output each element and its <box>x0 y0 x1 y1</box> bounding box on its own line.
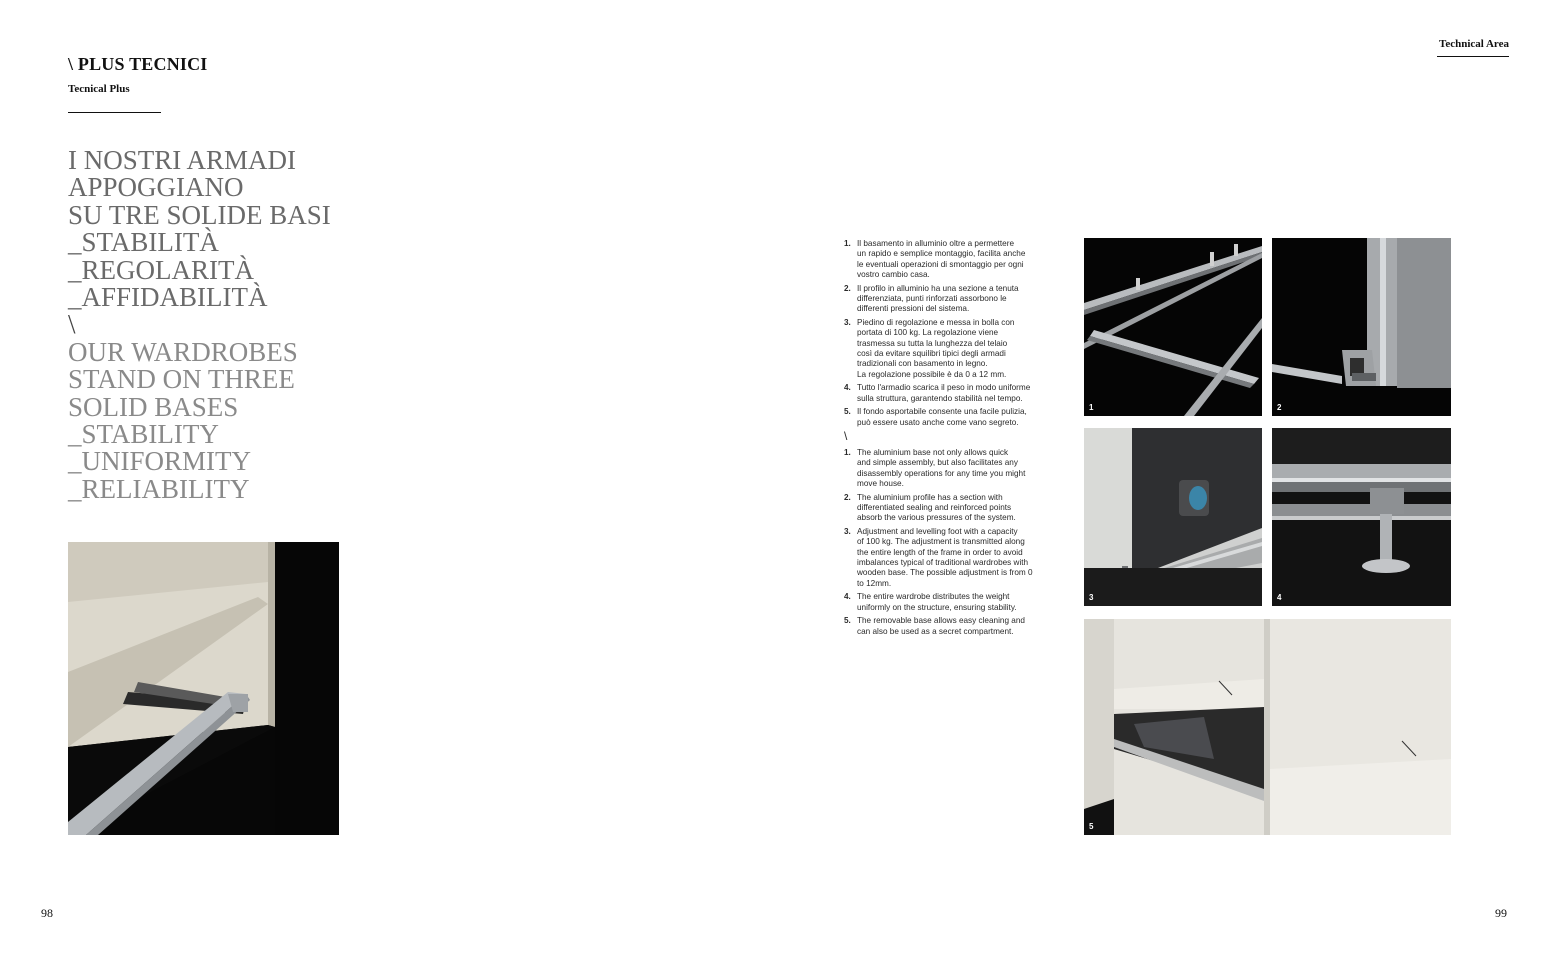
list-item-text: Il profilo in alluminio ha una sezione a tenuta differenziata, punti rinforzati assorbono le differenti pressioni del sistema. <box>857 283 1019 314</box>
list-item-text: Tutto l'armadio scarica il peso in modo uniforme sulla struttura, garantendo stabilità nel tempo. <box>857 383 1031 403</box>
headline-line-it: _STABILITÀ <box>68 227 219 258</box>
section-subtitle: Tecnical Plus <box>68 83 130 95</box>
page-number-right: 99 <box>1495 906 1507 920</box>
list-item-text: Il fondo asportabile consente una facile pulizia, può essere usato anche come vano segreto. <box>857 407 1027 427</box>
main-photo-wardrobe-base <box>68 542 339 835</box>
list-item-text: Adjustment and levelling foot with a capacity of 100 kg. The adjustment is transmitted along the entire length of the frame in order to avoid imbalances typical of traditional wardrobes with wooden base. The possible adjustment is from 0 to 12mm. <box>857 527 1033 588</box>
list-item <box>844 616 1049 637</box>
list-item <box>844 592 1049 613</box>
headline-line-it: I NOSTRI ARMADI <box>68 145 297 175</box>
headline-line-it: SU TRE SOLIDE BASI <box>68 199 331 230</box>
list-item <box>844 493 1049 524</box>
list-item <box>844 239 1049 280</box>
english-points-list <box>844 448 1049 641</box>
photo-aluminium-profile <box>1272 238 1451 416</box>
photo-levelling-foot-phone <box>1084 428 1262 606</box>
headline-separator: \ <box>68 309 76 340</box>
list-item-text: The aluminium base not only allows quick and simple assembly, but also facilitates any disassembly operations for any time you might move house. <box>857 448 1026 488</box>
list-item <box>844 407 1049 428</box>
page-number-left: 98 <box>41 906 53 920</box>
list-item <box>844 527 1049 589</box>
list-item <box>844 318 1049 380</box>
list-item-text: The aluminium profile has a section with differentiated sealing and reinforced points absorb the various pressures of the system. <box>857 492 1016 523</box>
section-title: \ PLUS TECNICI <box>68 54 208 74</box>
headline-line-en: STAND ON THREE <box>68 364 295 395</box>
list-item-text: Il basamento in alluminio oltre a permettere un rapido e semplice montaggio, facilita anche le eventuali operazioni di smontaggio per ogni vostro cambio casa. <box>857 239 1026 279</box>
photo-number: 2 <box>1277 403 1282 412</box>
photo-number: 4 <box>1277 593 1282 602</box>
list-item-number: 5. <box>844 616 851 626</box>
list-item-text: The entire wardrobe distributes the weight uniformly on the structure, ensuring stability. <box>857 592 1017 612</box>
photo-aluminium-frame <box>1084 238 1262 416</box>
headline-line-en: _UNIFORMITY <box>68 446 252 477</box>
list-item-number: 5. <box>844 407 851 417</box>
list-item-number: 3. <box>844 527 851 537</box>
list-item-number: 3. <box>844 318 851 328</box>
headline-line-en: _RELIABILITY <box>68 473 250 504</box>
title-underline <box>68 112 161 113</box>
photo-number: 1 <box>1089 403 1094 412</box>
headline <box>68 147 388 503</box>
italian-points-list <box>844 239 1049 432</box>
photo-removable-base <box>1084 619 1451 835</box>
list-separator: \ <box>844 429 848 443</box>
photo-adjustable-foot <box>1272 428 1451 606</box>
list-item-number: 2. <box>844 492 851 502</box>
list-item-number: 2. <box>844 283 851 293</box>
photo-number: 5 <box>1089 822 1094 831</box>
headline-line-en: OUR WARDROBES <box>68 336 298 367</box>
list-item-text: Piedino di regolazione e messa in bolla con portata di 100 kg. La regolazione viene trasmessa su tutta la lunghezza del telaio così da evitare squilibri tipici degli armadi tradizionali con basamento in legno. La regolazione possibile è da 0 a 12 mm. <box>857 318 1015 379</box>
list-item-number: 1. <box>844 448 851 457</box>
headline-line-it: _AFFIDABILITÀ <box>68 282 268 313</box>
headline-line-it: _REGOLARITÀ <box>68 254 254 285</box>
list-item-number: 4. <box>844 592 851 602</box>
headline-line-en: SOLID BASES <box>68 391 239 422</box>
area-label: Technical Area <box>1439 38 1509 50</box>
list-item-number: 4. <box>844 383 851 393</box>
list-item-text: The removable base allows easy cleaning and can also be used as a secret compartment. <box>857 616 1025 636</box>
list-item <box>844 383 1049 404</box>
area-underline <box>1437 56 1509 57</box>
list-item <box>844 448 1049 489</box>
headline-line-it: APPOGGIANO <box>68 172 244 203</box>
photo-number: 3 <box>1089 593 1094 602</box>
headline-line-en: _STABILITY <box>68 419 219 450</box>
list-item-number: 1. <box>844 239 851 248</box>
list-item <box>844 284 1049 315</box>
